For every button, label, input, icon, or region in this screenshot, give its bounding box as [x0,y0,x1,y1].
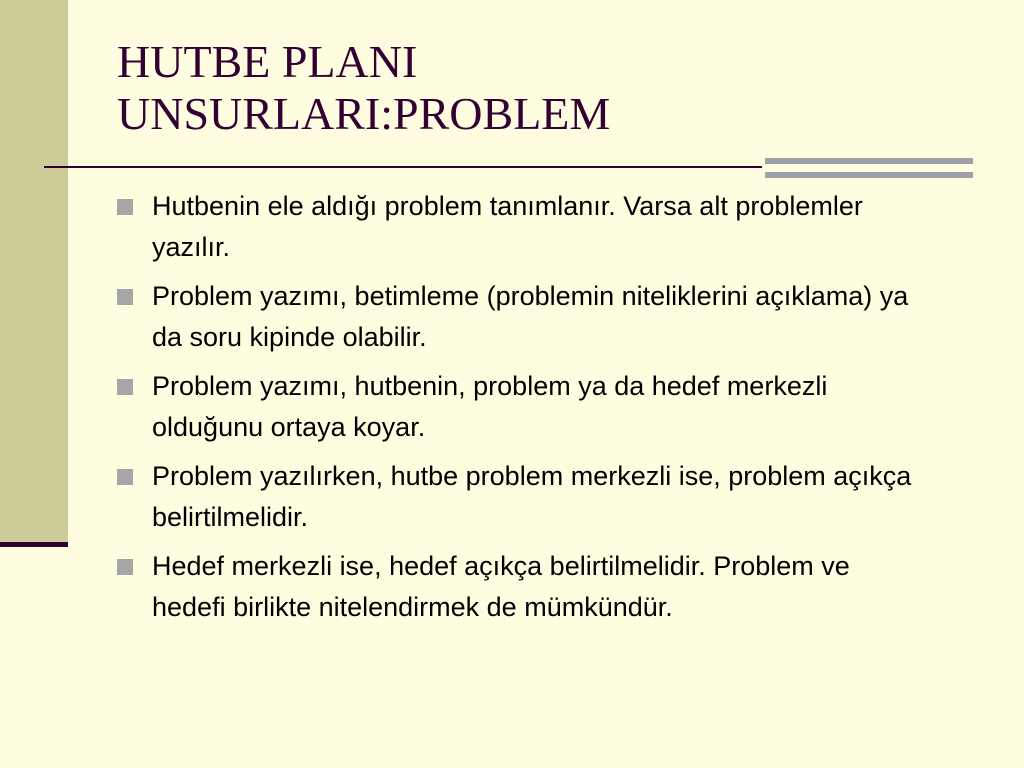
bullet-item [117,366,917,448]
bullet-text: Hedef merkezli ise, hedef açıkça belirtilmelidir. Problem ve hedefi birlikte nitelendirmek de mümkündür. [152,551,850,622]
slide-title-line-2: UNSURLARI:PROBLEM [117,88,611,139]
bullet-text: Problem yazımı, betimleme (problemin niteliklerini açıklama) ya da soru kipinde olabilir. [152,281,909,352]
title-underline-rule [44,166,762,168]
bullet-text: Problem yazımı, hutbenin, problem ya da hedef merkezli olduğunu ortaya koyar. [152,371,828,442]
side-decor-rule [0,542,68,547]
square-bullet-icon [117,379,133,395]
bullet-item [117,186,917,268]
bullet-item [117,456,917,538]
square-bullet-icon [117,559,133,575]
square-bullet-icon [117,199,133,215]
bullet-list [117,186,917,636]
accent-bar-lower [765,172,973,178]
square-bullet-icon [117,289,133,305]
bullet-item [117,546,917,628]
square-bullet-icon [117,469,133,485]
accent-bar-upper [765,158,973,164]
slide-title-line-1: HUTBE PLANI [117,36,418,87]
bullet-text: Problem yazılırken, hutbe problem merkezli ise, problem açıkça belirtilmelidir. [152,461,912,532]
side-decor-band [0,0,68,542]
slide-title [117,36,977,140]
bullet-item [117,276,917,358]
bullet-text: Hutbenin ele aldığı problem tanımlanır. Varsa alt problemler yazılır. [152,191,863,262]
